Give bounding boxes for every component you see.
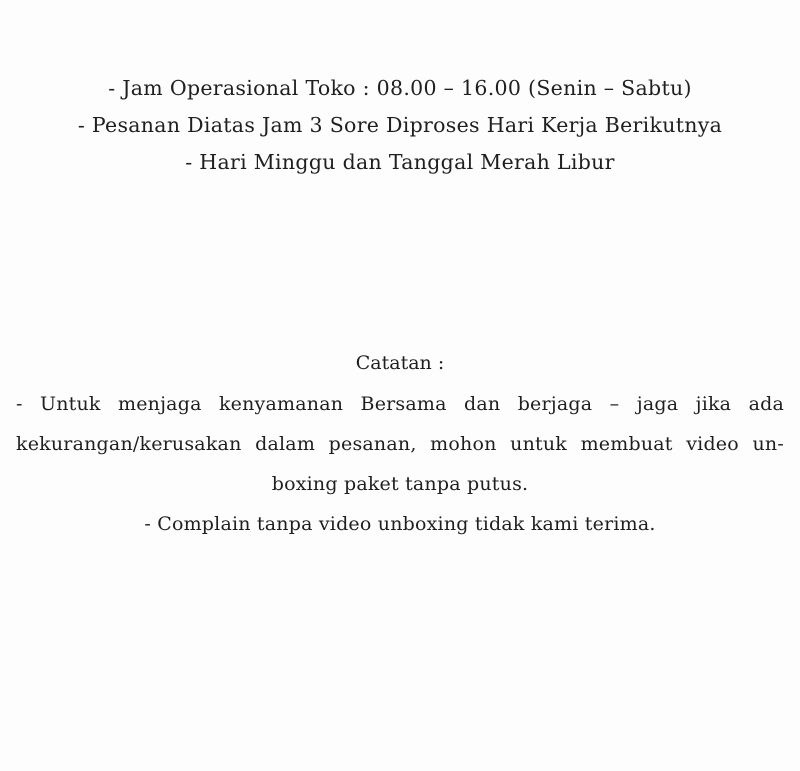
unboxing-video-note: - Untuk menjaga kenyamanan Bersama dan berjaga – jaga jika ada kekurangan/kerusakan dalam pesanan, mohon untuk membuat video un-boxing paket tanpa putus. (16, 393, 784, 495)
notes-section (16, 344, 784, 544)
operating-hours-line: - Jam Operasional Toko : 08.00 – 16.00 (Senin – Sabtu) (108, 76, 692, 100)
store-hours-section (0, 70, 800, 181)
holiday-closure-line: - Hari Minggu dan Tanggal Merah Libur (185, 150, 615, 174)
complaint-policy-note: - Complain tanpa video unboxing tidak kami terima. (144, 513, 656, 535)
notes-heading: Catatan : (355, 352, 445, 374)
order-cutoff-line: - Pesanan Diatas Jam 3 Sore Diproses Hari Kerja Berikutnya (77, 113, 723, 137)
